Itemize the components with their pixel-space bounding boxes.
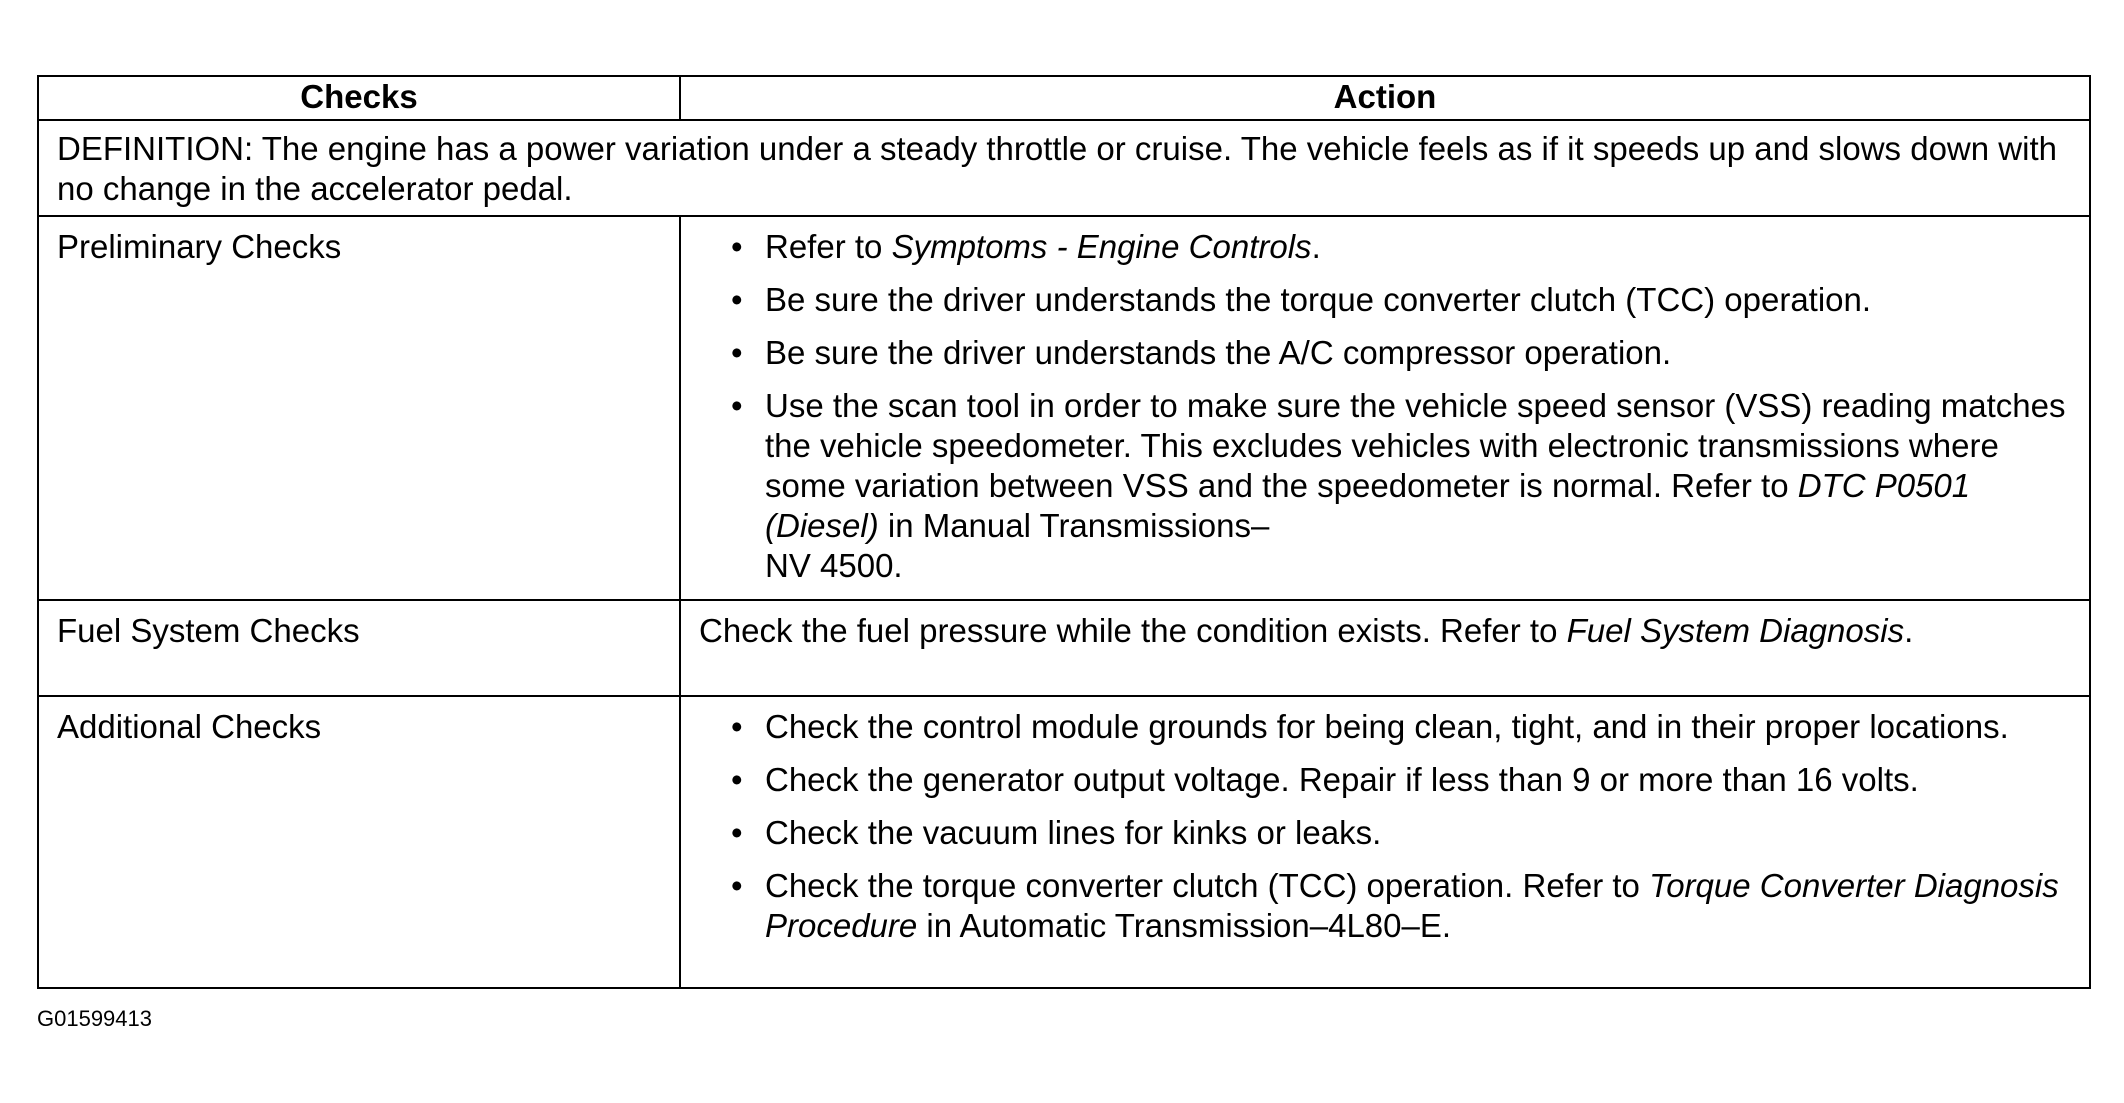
list-item xyxy=(731,386,2071,586)
definition-row xyxy=(38,120,2090,216)
item-reference: Torque Converter Diagnosis Procedure xyxy=(765,867,2059,944)
list-item xyxy=(731,760,2071,800)
item-reference: DTC P0501 (Diesel) xyxy=(765,467,1971,544)
action-text-suffix: . xyxy=(1904,612,1914,649)
check-name: Preliminary Checks xyxy=(38,216,680,600)
diagnostic-table xyxy=(37,75,2091,989)
item-text: Check the torque converter clutch (TCC) operation. Refer to xyxy=(765,867,1650,904)
definition-text: DEFINITION: The engine has a power variation under a steady throttle or cruise. The vehicle feels as if it speeds up and slows down with no change in the accelerator pedal. xyxy=(38,120,2090,216)
bullet-icon: • xyxy=(731,228,743,265)
list-item xyxy=(731,227,2071,267)
item-text: Check the generator output voltage. Repair if less than 9 or more than 16 volts. xyxy=(765,761,1919,798)
action-cell xyxy=(680,216,2090,600)
item-text: Be sure the driver understands the torque converter clutch (TCC) operation. xyxy=(765,281,1872,318)
checks-column-header: Checks xyxy=(38,76,680,120)
action-cell xyxy=(680,696,2090,988)
bullet-icon: • xyxy=(731,814,743,851)
action-text: Check the fuel pressure while the condition exists. Refer to xyxy=(699,612,1567,649)
action-cell xyxy=(680,600,2090,696)
item-reference: Symptoms - Engine Controls xyxy=(891,228,1312,265)
check-name: Additional Checks xyxy=(38,696,680,988)
table-row xyxy=(38,600,2090,696)
bullet-icon: • xyxy=(731,708,743,745)
item-text-suffix: in Manual Transmissions– xyxy=(878,507,1270,544)
list-item xyxy=(731,707,2071,747)
item-text-suffix: in Automatic Transmission–4L80–E. xyxy=(917,907,1452,944)
list-item xyxy=(731,333,2071,373)
item-text: Be sure the driver understands the A/C compressor operation. xyxy=(765,334,1672,371)
check-name: Fuel System Checks xyxy=(38,600,680,696)
action-reference: Fuel System Diagnosis xyxy=(1566,612,1905,649)
list-item xyxy=(731,813,2071,853)
table-row xyxy=(38,216,2090,600)
item-text: Refer to xyxy=(765,228,892,265)
bullet-icon: • xyxy=(731,761,743,798)
action-list xyxy=(699,227,2071,586)
item-text: Check the control module grounds for being clean, tight, and in their proper locations. xyxy=(765,708,2009,745)
figure-code: G01599413 xyxy=(37,1006,152,1031)
item-text: Use the scan tool in order to make sure the vehicle speed sensor (VSS) reading matches the vehicle speedometer. This excludes vehicles with electronic transmissions where some variation between VSS and the speedometer is normal. Refer to xyxy=(765,387,2066,504)
table-row xyxy=(38,696,2090,988)
action-list xyxy=(699,707,2071,946)
action-column-header: Action xyxy=(680,76,2090,120)
item-text-suffix-line2: NV 4500. xyxy=(765,547,903,584)
bullet-icon: • xyxy=(731,387,743,424)
item-text-suffix: . xyxy=(1311,228,1321,265)
header-row xyxy=(38,76,2090,120)
list-item xyxy=(731,866,2071,946)
bullet-icon: • xyxy=(731,334,743,371)
item-text: Check the vacuum lines for kinks or leaks. xyxy=(765,814,1382,851)
bullet-icon: • xyxy=(731,281,743,318)
list-item xyxy=(731,280,2071,320)
bullet-icon: • xyxy=(731,867,743,904)
